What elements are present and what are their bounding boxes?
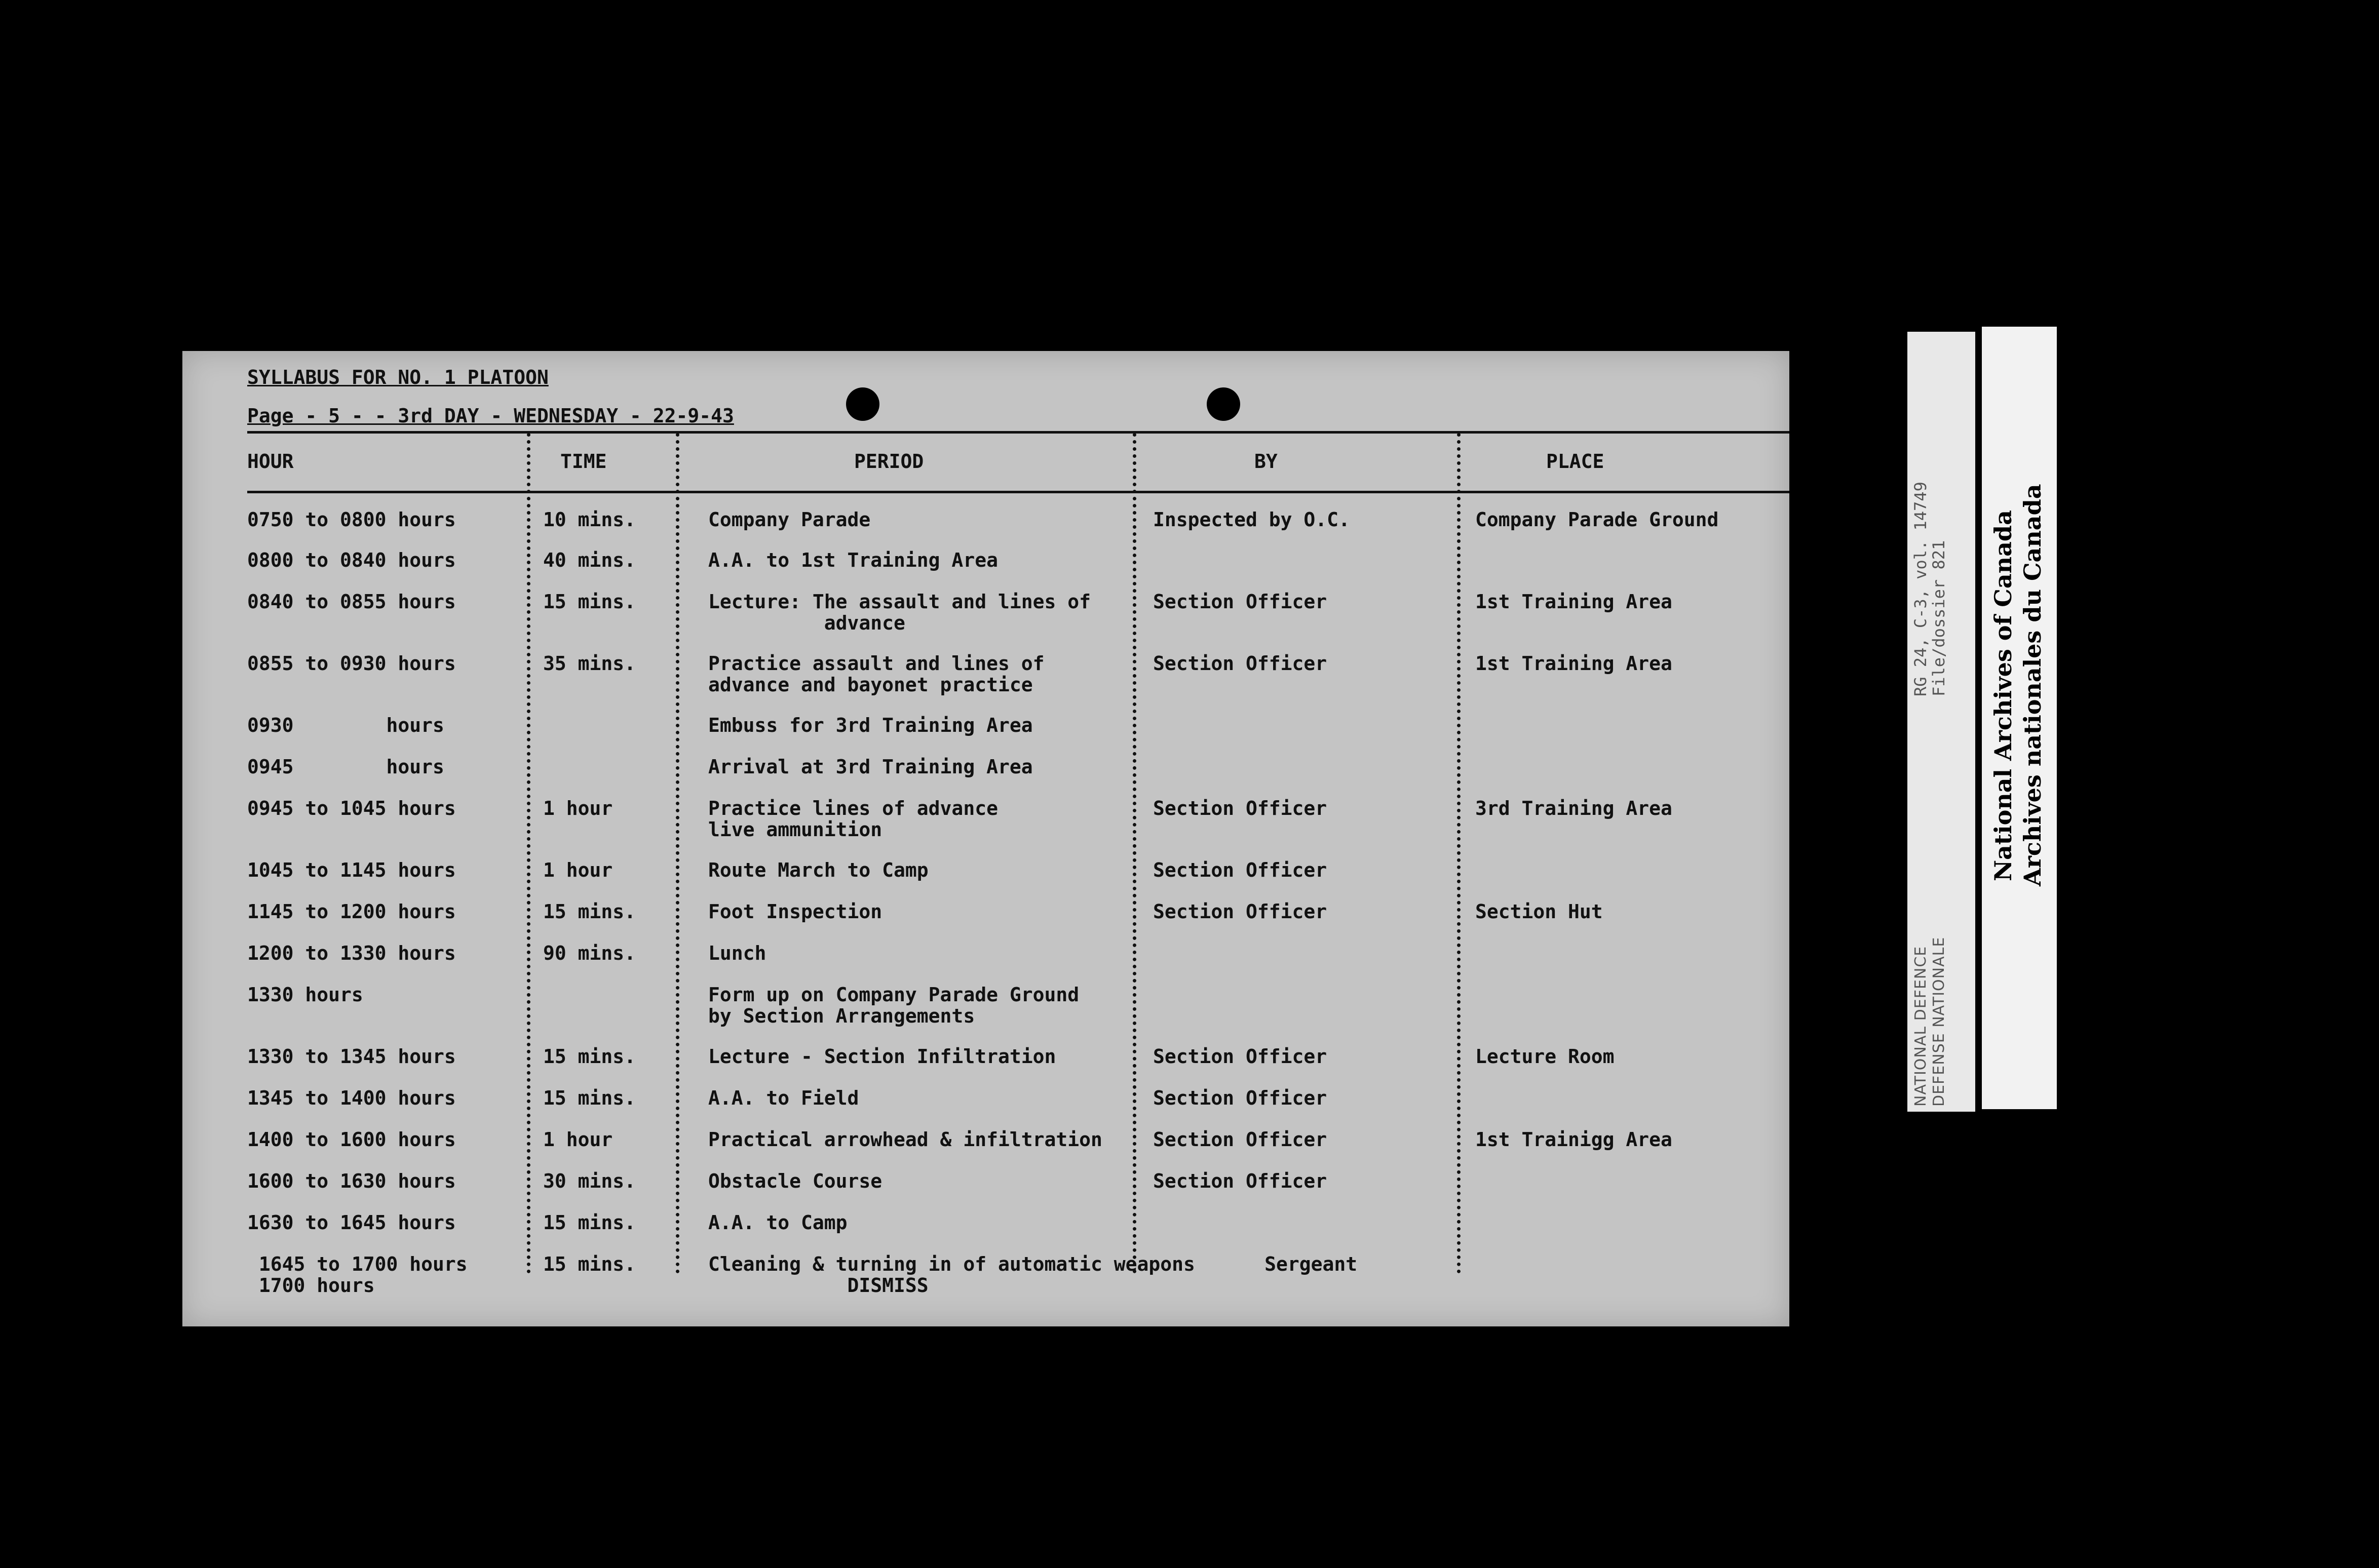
cell-by: Section Officer: [1153, 859, 1327, 881]
column-header-hour: HOUR: [247, 450, 294, 473]
cell-place: Company Parade Ground: [1475, 508, 1719, 531]
cell-hour: 0945 to 1045 hours: [247, 797, 456, 819]
cell-period: A.A. to Field: [708, 1087, 859, 1109]
department-line1: NATIONAL DEFENCE: [1912, 946, 1930, 1107]
column-separator: [527, 433, 530, 1274]
archives-name-fr: Archives nationales du Canada: [2019, 484, 2046, 886]
cell-hour: 1200 to 1330 hours: [247, 942, 456, 964]
cell-hour: 0750 to 0800 hours: [247, 508, 456, 531]
cell-period: Practical arrowhead & infiltration: [708, 1128, 1102, 1151]
cell-time: 40 mins.: [543, 549, 636, 571]
cell-time: 15 mins.: [543, 1087, 636, 1109]
cell-hour: 0800 to 0840 hours: [247, 549, 456, 571]
department-line2: DEFENSE NATIONALE: [1930, 936, 1948, 1107]
cell-by: Section Officer: [1153, 1170, 1327, 1192]
cell-hour: 0930 hours: [247, 714, 444, 736]
cell-hour: 1630 to 1645 hours: [247, 1211, 456, 1234]
cell-time: 1 hour: [543, 859, 613, 881]
cell-by: Section Officer: [1153, 797, 1327, 819]
cell-place: 3rd Training Area: [1475, 797, 1672, 819]
punch-hole: [1207, 387, 1240, 421]
archive-reference-line2: File/dossier 821: [1929, 540, 1948, 696]
archives-label-strip: [1982, 327, 2057, 1109]
cell-hour: 1330 to 1345 hours: [247, 1045, 456, 1068]
column-header-period: PERIOD: [854, 450, 924, 473]
cell-hour: 1330 hours: [247, 984, 363, 1006]
header-top-rule: [247, 431, 1789, 434]
cell-by: Section Officer: [1153, 900, 1327, 923]
column-separator: [676, 433, 679, 1274]
cell-by: Section Officer: [1153, 1128, 1327, 1151]
document-subtitle: Page - 5 - - 3rd DAY - WEDNESDAY - 22-9-43: [247, 405, 734, 427]
cell-place: 1st Training Area: [1475, 652, 1672, 675]
document-title: SYLLABUS FOR NO. 1 PLATOON: [247, 366, 549, 388]
cell-hour: 1400 to 1600 hours: [247, 1128, 456, 1151]
cell-period: Form up on Company Parade Ground by Section Arrangements: [708, 984, 1080, 1027]
cell-by: Section Officer: [1153, 652, 1327, 675]
cell-time: 15 mins.: [543, 1253, 636, 1275]
cell-period: Route March to Camp: [708, 859, 929, 881]
column-header-time: TIME: [560, 450, 607, 473]
cell-time: 35 mins.: [543, 652, 636, 675]
cell-time: 15 mins.: [543, 1045, 636, 1068]
cell-hour: 1345 to 1400 hours: [247, 1087, 456, 1109]
cell-time: 15 mins.: [543, 900, 636, 923]
cell-by: Inspected by O.C.: [1153, 508, 1350, 531]
cell-period: Obstacle Course: [708, 1170, 882, 1192]
cell-period: Embuss for 3rd Training Area: [708, 714, 1033, 736]
cell-time: 30 mins.: [543, 1170, 636, 1192]
cell-by: Section Officer: [1153, 1087, 1327, 1109]
column-separator: [1457, 433, 1461, 1274]
cell-period: Lecture - Section Infiltration: [708, 1045, 1056, 1068]
cell-period: Company Parade: [708, 508, 871, 531]
cell-by: Section Officer: [1153, 591, 1327, 613]
cell-by: Section Officer: [1153, 1045, 1327, 1068]
column-header-by: BY: [1254, 450, 1278, 473]
cell-period: Practice assault and lines of advance and bayonet practice: [708, 652, 1045, 696]
cell-time: 15 mins.: [543, 1211, 636, 1234]
archive-reference-strip: [1907, 332, 1975, 1112]
cell-time: 1 hour: [543, 797, 613, 819]
cell-hour: 1645 to 1700 hours 1700 hours: [258, 1253, 468, 1297]
cell-period: Foot Inspection: [708, 900, 882, 923]
archive-reference-line1: RG 24, C-3, vol. 14749: [1911, 482, 1930, 696]
cell-period: Lunch: [708, 942, 766, 964]
cell-period: A.A. to Camp: [708, 1211, 848, 1234]
cell-period: Lecture: The assault and lines of advance: [708, 591, 1091, 634]
cell-place: 1st Training Area: [1475, 591, 1672, 613]
cell-period: Cleaning & turning in of automatic weapons Sergeant DISMISS: [708, 1253, 1358, 1297]
cell-time: 10 mins.: [543, 508, 636, 531]
column-header-place: PLACE: [1546, 450, 1604, 473]
cell-hour: 1600 to 1630 hours: [247, 1170, 456, 1192]
punch-hole: [846, 387, 879, 421]
cell-place: Section Hut: [1475, 900, 1603, 923]
cell-hour: 0840 to 0855 hours: [247, 591, 456, 613]
document-sheet: [182, 351, 1789, 1326]
header-bottom-rule: [247, 491, 1789, 493]
cell-period: Practice lines of advance live ammunition: [708, 797, 998, 841]
cell-time: 1 hour: [543, 1128, 613, 1151]
cell-time: 15 mins.: [543, 591, 636, 613]
cell-place: Lecture Room: [1475, 1045, 1615, 1068]
cell-period: A.A. to 1st Training Area: [708, 549, 998, 571]
archives-name-en: National Archives of Canada: [1989, 510, 2017, 881]
cell-hour: 0945 hours: [247, 756, 444, 778]
cell-period: Arrival at 3rd Training Area: [708, 756, 1033, 778]
column-separator: [1133, 433, 1136, 1274]
cell-hour: 1045 to 1145 hours: [247, 859, 456, 881]
cell-hour: 1145 to 1200 hours: [247, 900, 456, 923]
cell-time: 90 mins.: [543, 942, 636, 964]
cell-hour: 0855 to 0930 hours: [247, 652, 456, 675]
cell-place: 1st Trainigg Area: [1475, 1128, 1672, 1151]
